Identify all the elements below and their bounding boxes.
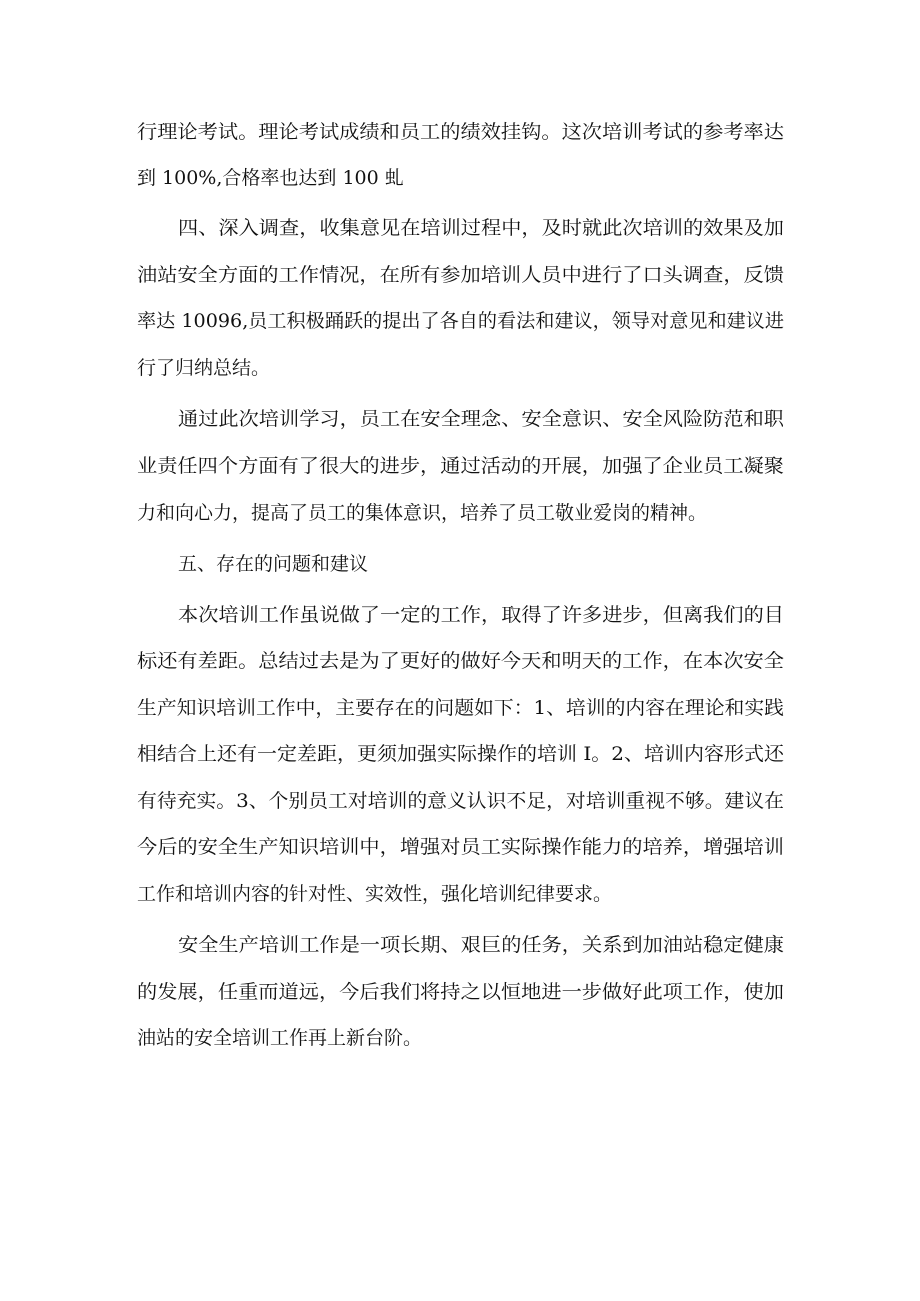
paragraph-1-line-1	[0, 109, 920, 155]
paragraph-1-line-2	[0, 155, 920, 201]
text-line: 力和向心力，提高了员工的集体意识，培养了员工敬业爱岗的精神。	[137, 502, 708, 524]
paragraph-2-line-2	[0, 252, 920, 298]
text-line: 标还有差距。总结过去是为了更好的做好今天和明天的工作，在本次安全	[137, 650, 784, 672]
text-line: 安全生产培训工作是一项长期、艰巨的任务，关系到加油站稳定健康	[178, 934, 784, 956]
text-line: 的发展，任重而道远，今后我们将持之以恒地进一步做好此项工作，使加	[137, 981, 784, 1003]
paragraph-5-line-3	[0, 685, 920, 731]
text-line: 今后的安全生产知识培训中，增强对员工实际操作能力的培养，增强培训	[137, 836, 784, 858]
text-line: 行理论考试。理论考试成绩和员工的绩效挂钩。这次培训考试的参考率达	[137, 121, 784, 143]
text-line: 五、存在的问题和建议	[178, 553, 369, 575]
text-line: 到 100%,合格率也达到 100 虬	[137, 167, 404, 189]
paragraph-6-line-3	[0, 1015, 920, 1061]
paragraph-5-line-5	[0, 778, 920, 824]
text-line: 油站安全方面的工作情况，在所有参加培训人员中进行了口头调查，反馈	[137, 264, 784, 286]
paragraph-3-line-1	[0, 396, 920, 442]
paragraph-6-line-1	[0, 922, 920, 968]
text-line: 通过此次培训学习，员工在安全理念、安全意识、安全风险防范和职	[178, 408, 784, 430]
paragraph-5-line-4	[0, 731, 920, 777]
paragraph-5-line-2	[0, 638, 920, 684]
text-line: 生产知识培训工作中，主要存在的问题如下：1、培训的内容在理论和实践	[137, 697, 784, 719]
text-line: 业责任四个方面有了很大的进步，通过活动的开展，加强了企业员工凝聚	[137, 455, 784, 477]
paragraph-2-line-1	[0, 205, 920, 251]
text-line: 有待充实。3、个别员工对培训的意义认识不足，对培训重视不够。建议在	[137, 790, 784, 812]
text-line: 四、深入调查，收集意见在培训过程中，及时就此次培训的效果及加	[178, 217, 784, 239]
text-line: 率达 10096,员工积极踊跃的提出了各自的看法和建议，领导对意见和建议进	[137, 310, 784, 332]
text-line: 相结合上还有一定差距，更须加强实际操作的培训 I。2、培训内容形式还	[137, 743, 784, 765]
text-line: 行了归纳总结。	[137, 357, 271, 379]
paragraph-5-line-1	[0, 592, 920, 638]
paragraph-2-line-4	[0, 345, 920, 391]
section-heading-issues	[0, 541, 920, 587]
paragraph-5-line-7	[0, 871, 920, 917]
paragraph-3-line-3	[0, 490, 920, 536]
paragraph-3-line-2	[0, 443, 920, 489]
paragraph-6-line-2	[0, 969, 920, 1015]
text-line: 油站的安全培训工作再上新台阶。	[137, 1027, 423, 1049]
text-line: 本次培训工作虽说做了一定的工作，取得了许多进步，但离我们的目	[178, 604, 784, 626]
text-line: 工作和培训内容的针对性、实效性，强化培训纪律要求。	[137, 883, 613, 905]
paragraph-5-line-6	[0, 824, 920, 870]
paragraph-2-line-3	[0, 298, 920, 344]
